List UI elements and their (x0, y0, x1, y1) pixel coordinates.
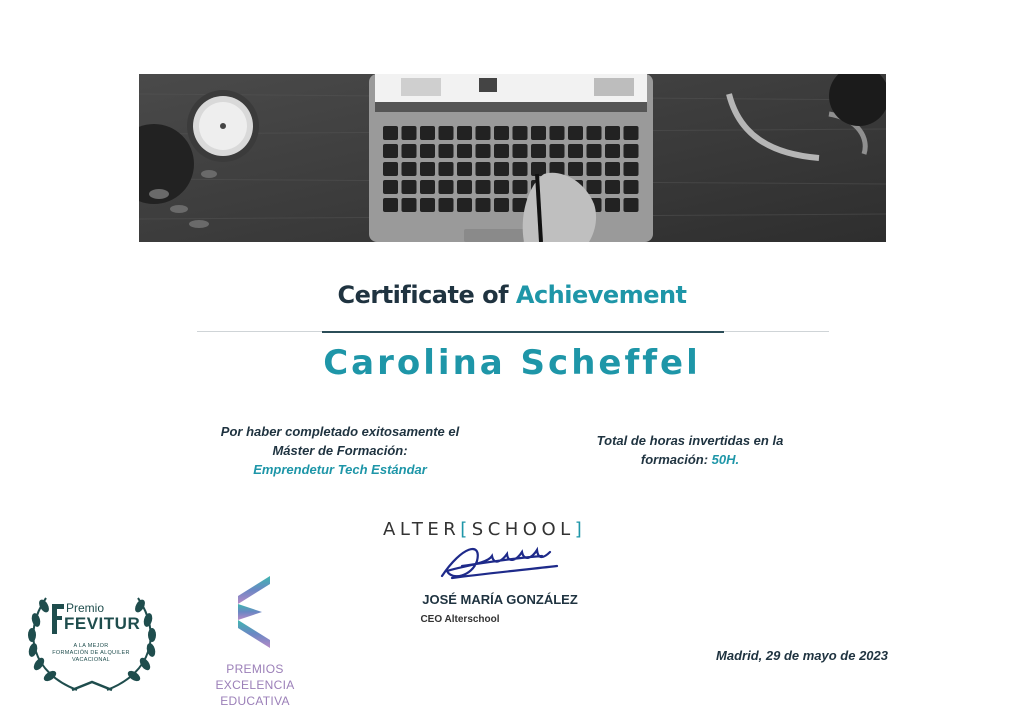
keyboard-key (624, 162, 639, 176)
keyboard-key (587, 126, 602, 140)
excelencia-label (190, 661, 320, 709)
keyboard-key (476, 180, 491, 194)
signatory-name: JOSÉ MARÍA GONZÁLEZ (422, 592, 578, 607)
keyboard-key (439, 180, 454, 194)
program-name: Emprendetur Tech Estándar (253, 462, 427, 477)
hours-statement (540, 431, 840, 469)
keyboard-key (568, 126, 583, 140)
hours-value: 50H. (711, 452, 740, 467)
keyboard-key (513, 144, 528, 158)
keyboard-key (605, 198, 620, 212)
keyboard-key (457, 180, 472, 194)
fevitur-subtitle (46, 643, 136, 664)
title-part1: Certificate of (337, 281, 516, 309)
keyboard-key (420, 144, 435, 158)
keyboard-key (494, 126, 509, 140)
title-accent: Achievement (515, 281, 687, 309)
keyboard-key (494, 162, 509, 176)
hours-line-1: Total de horas invertidas en la (596, 433, 784, 448)
keyboard-key (587, 144, 602, 158)
fevitur-sub-line-3: VACACIONAL (71, 657, 111, 663)
keyboard-key (383, 126, 398, 140)
keyboard-key (457, 126, 472, 140)
keyboard-key (494, 144, 509, 158)
keyboard-key (550, 126, 565, 140)
fevitur-premio: Premio (66, 601, 105, 615)
keyboard-key (513, 162, 528, 176)
keyboard-key (476, 126, 491, 140)
keyboard-key (476, 198, 491, 212)
keyboard-key (402, 162, 417, 176)
keyboard-key (476, 162, 491, 176)
keyboard-key (476, 144, 491, 158)
keyboard-key (439, 144, 454, 158)
keyboard-key (568, 144, 583, 158)
keyboard-key (531, 162, 546, 176)
keyboard-key (624, 180, 639, 194)
divider-accent (322, 331, 724, 333)
keyboard-key (568, 162, 583, 176)
brand-part1: ALTER (383, 519, 461, 540)
keyboard-key (624, 126, 639, 140)
hours-line-2 (540, 450, 840, 469)
keyboard-key (457, 198, 472, 212)
laptop-desk-photo (139, 74, 886, 242)
keyboard-key (531, 144, 546, 158)
keyboard-key (420, 180, 435, 194)
keyboard-key (457, 144, 472, 158)
hours-label: formación: (640, 452, 712, 467)
excelencia-e-icon (232, 574, 274, 650)
fevitur-name: FEVITUR (64, 614, 141, 633)
completion-line-2: Máster de Formación: (272, 443, 408, 458)
keyboard-key (383, 198, 398, 212)
excelencia-line-2: EDUCATIVA (220, 694, 290, 708)
brand-part2: SCHOOL (471, 519, 575, 540)
keyboard-key (624, 198, 639, 212)
brand-bracket-close: ] (574, 519, 587, 540)
keyboard-key (587, 162, 602, 176)
recipient-name: Carolina Scheffel (323, 343, 701, 383)
completion-statement (190, 422, 490, 479)
completion-line-1: Por haber completado exitosamente el (220, 424, 460, 439)
keyboard-key (605, 162, 620, 176)
keyboard-key (605, 144, 620, 158)
keyboard-key (420, 126, 435, 140)
fevitur-sub-line-1: A LA MEJOR (73, 643, 109, 649)
keyboard-key (402, 144, 417, 158)
keyboard-key (420, 198, 435, 212)
handwritten-signature (432, 536, 562, 586)
keyboard-key (383, 180, 398, 194)
keyboard-key (605, 180, 620, 194)
keyboard-key (624, 144, 639, 158)
brand-bracket-open: [ (460, 519, 472, 540)
signatory-role: CEO Alterschool (420, 614, 500, 625)
keyboard-key (402, 126, 417, 140)
keyboard-key (457, 162, 472, 176)
place-date: Madrid, 29 de mayo de 2023 (716, 648, 888, 663)
keyboard-key (402, 198, 417, 212)
hero-image (139, 74, 886, 242)
keyboard-key (420, 162, 435, 176)
fevitur-sub-line-2: FORMACIÓN DE ALQUILER (52, 650, 130, 656)
keyboard-key (439, 126, 454, 140)
keyboard-key (439, 162, 454, 176)
keyboard-key (494, 180, 509, 194)
keyboard-key (605, 126, 620, 140)
keyboard-key (513, 180, 528, 194)
certificate-title (0, 281, 1024, 309)
keyboard-key (402, 180, 417, 194)
keyboard-key (531, 126, 546, 140)
keyboard-key (494, 198, 509, 212)
keyboard-key (439, 198, 454, 212)
keyboard-key (513, 126, 528, 140)
keyboard-key (383, 162, 398, 176)
laurel-wreath-icon (22, 578, 162, 698)
excelencia-line-1: PREMIOS EXCELENCIA (215, 662, 295, 692)
keyboard-key (550, 144, 565, 158)
keyboard-key (587, 180, 602, 194)
keyboard-key (383, 144, 398, 158)
